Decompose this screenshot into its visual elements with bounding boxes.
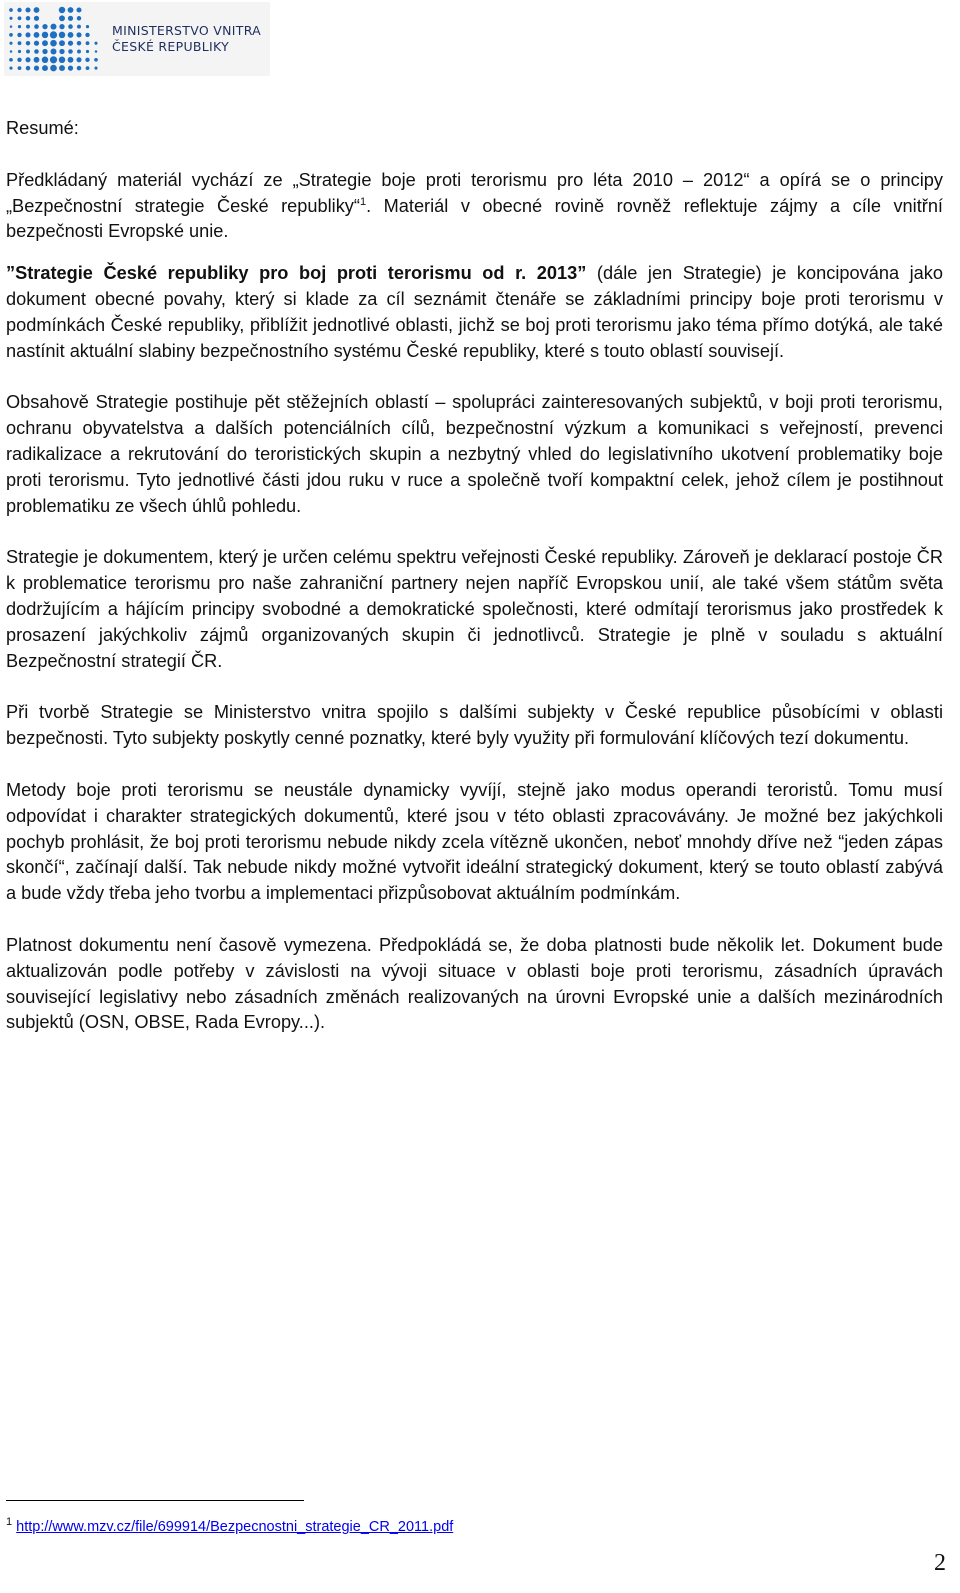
p2-text: (dále jen Strategie) je koncipována jako dokument obecné povahy, který si klade za cíl seznámit čtenáře se základními principy boje proti terorismu v podmínkách České republiky, přiblížit jednotlivé oblasti, jichž se boj proti terorismu jako téma přímo dotýká, ale také nastínit aktuální slabiny bezpečnostního systému České republiky, které s touto oblastí souvisejí. xyxy=(6,263,943,361)
logo-line1: MINISTERSTVO VNITRA xyxy=(112,23,262,38)
paragraph-strategy xyxy=(6,261,943,364)
document-body xyxy=(6,116,943,1062)
footnote-number: 1 xyxy=(6,1516,13,1529)
paragraph-creation: Při tvorbě Strategie se Ministerstvo vnitra spojilo s dalšími subjekty v České republice působícími v oblasti bezpečnosti. Tyto subjekty poskytly cenné poznatky, které byly využity při formulování klíčových tezí dokumentu. xyxy=(6,702,943,749)
strategy-title: ”Strategie České republiky pro boj proti terorismu od r. 2013” xyxy=(6,263,587,284)
resume-heading: Resumé: xyxy=(6,118,79,138)
logo-text xyxy=(112,23,261,55)
page-number: 2 xyxy=(934,1550,946,1576)
paragraph-methods: Metody boje proti terorismu se neustále dynamicky vyvíjí, stejně jako modus operandi teroristů. Tomu musí odpovídat i charakter strategických dokumentů, které jsou v této oblasti zpracovávány. Je možné bez jakýchkoli pochyb prohlásit, že boj proti terorismu nebude nikdy zcela vítězně ukončen, neboť mnohdy dříve než “jeden zápas skončí“, začínají další. Tak nebude nikdy možné vytvořit ideální strategický dokument, který se touto oblastí zabývá a bude vždy třeba jeho tvorbu a implementaci přizpůsobovat aktuálním podmínkám. xyxy=(6,779,943,904)
ministry-logo xyxy=(4,2,270,76)
paragraph-validity: Platnost dokumentu není časově vymezena. Předpokládá se, že doba platnosti bude několik let. Dokument bude aktualizován podle potřeby v závislosti na vývoji situace v oblasti boje proti terorismu, zásadních úpravách související legislativy nebo zásadních změnách realizovaných na úrovni Evropské unie a dalších mezinárodních subjektů (OSN, OBSE, Rada Evropy...). xyxy=(6,934,943,1033)
p1-text-a: Předkládaný materiál vychází ze „Strategie boje proti terorismu pro léta 2010 – 2012“ a opírá se o principy „Bezpečnostní strategie České republiky“ xyxy=(6,169,943,216)
p1-text-b: . Materiál v obecné rovině rovněž reflektuje zájmy a cíle vnitřní bezpečnosti Evropské unie. xyxy=(6,195,943,242)
footnote-divider xyxy=(6,1500,304,1501)
paragraph-intro xyxy=(6,168,943,245)
footnote-link[interactable]: http://www.mzv.cz/file/699914/Bezpecnostni_strategie_CR_2011.pdf xyxy=(16,1519,454,1535)
paragraph-audience: Strategie je dokumentem, který je určen celému spektru veřejnosti České republiky. Zároveň je deklarací postoje ČR k problematice terorismu pro naše zahraniční partnery nejen napříč Evropskou unií, ale také všem státům světa dodržujícím a hájícím principy svobodné a demokratické společnosti, které odmítají terorismus jako prostředek k prosazení jakýchkoliv zájmů organizovaných skupin či jednotlivců. Strategie je plně v souladu s aktuální Bezpečnostní strategií ČR. xyxy=(6,547,943,671)
footnote-ref: 1 xyxy=(359,195,367,208)
logo-line2: ČESKÉ REPUBLIKY xyxy=(112,39,230,54)
ministry-dots-logo-icon xyxy=(6,4,104,74)
paragraph-content: Obsahově Strategie postihuje pět stěžejních oblastí – spolupráci zainteresovaných subjektů, v boji proti terorismu, ochranu obyvatelstva a dalších potenciálních cílů, bezpečnostní výzkum a komunikaci s veřejností, prevenci radikalizace a rekrutování do teroristických skupin a nezbytný vhled do legislativního ukotvení problematiky boje proti terorismu. Tyto jednotlivé části jdou ruku v ruce a společně tvoří kompaktní celek, jehož cílem je postihnout problematiku ze všech úhlů pohledu. xyxy=(6,392,943,516)
footnote xyxy=(6,1518,453,1536)
